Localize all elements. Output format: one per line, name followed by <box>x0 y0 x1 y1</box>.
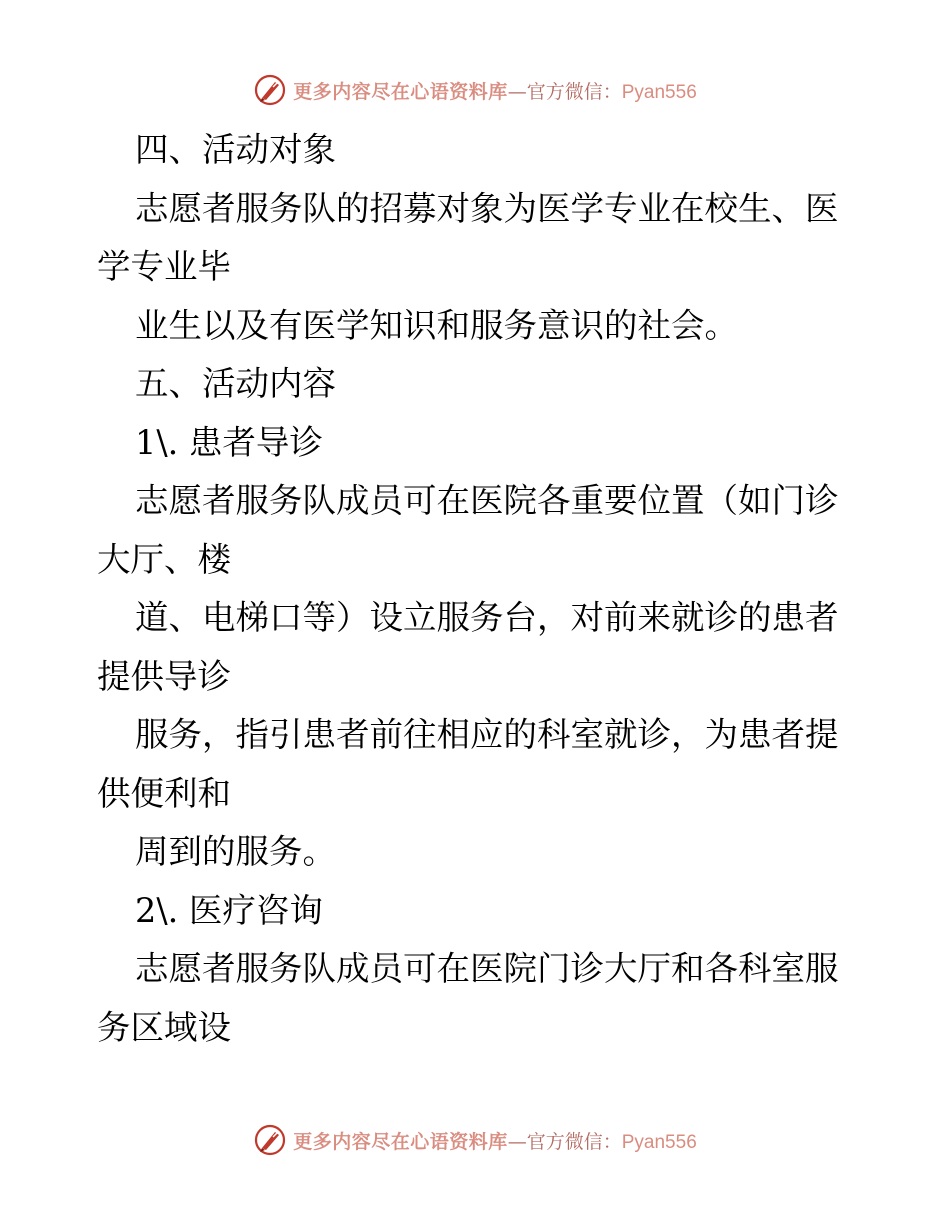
text-line: 提供导诊 <box>97 656 231 696</box>
text-line: 道、电梯口等）设立服务台，对前来就诊的患者 <box>135 598 839 637</box>
text-line: 志愿者服务队成员可在医院门诊大厅和各科室服 <box>135 949 839 988</box>
watermark-site-text: 更多内容尽在心语资料库 <box>293 80 508 103</box>
watermark-contact-id: Pyan556 <box>621 1131 697 1153</box>
text-line: 1\. 患者导诊 <box>135 422 323 462</box>
quill-pen-logo-icon <box>253 73 287 107</box>
text-line: 四、活动对象 <box>135 130 336 169</box>
watermark-site-text: 更多内容尽在心语资料库 <box>293 1130 508 1153</box>
text-line: 五、活动内容 <box>135 364 336 403</box>
text-line: 2\. 医疗咨询 <box>135 890 323 930</box>
text-line: 学专业毕 <box>97 247 231 286</box>
text-line: 务区域设 <box>97 1007 231 1047</box>
footer-watermark <box>0 1120 950 1160</box>
watermark-contact-label: 官方微信： <box>526 80 622 103</box>
document-body <box>97 121 857 1057</box>
watermark-contact-id: Pyan556 <box>621 81 697 103</box>
text-line: 志愿者服务队成员可在医院各重要位置（如门诊 <box>135 481 839 520</box>
text-line: 服务，指引患者前往相应的科室就诊，为患者提 <box>135 715 839 754</box>
text-line: 业生以及有医学知识和服务意识的社会。 <box>135 305 738 345</box>
text-line: 供便利和 <box>97 773 231 813</box>
watermark-contact-label: 官方微信： <box>526 1130 622 1153</box>
text-line: 周到的服务。 <box>135 832 336 871</box>
quill-pen-logo-icon <box>253 1123 287 1157</box>
text-line: 大厅、楼 <box>97 539 231 579</box>
header-watermark <box>0 70 950 110</box>
watermark-separator: — <box>507 1130 527 1153</box>
watermark-separator: — <box>507 80 527 103</box>
text-line: 志愿者服务队的招募对象为医学专业在校生、医 <box>135 188 839 228</box>
